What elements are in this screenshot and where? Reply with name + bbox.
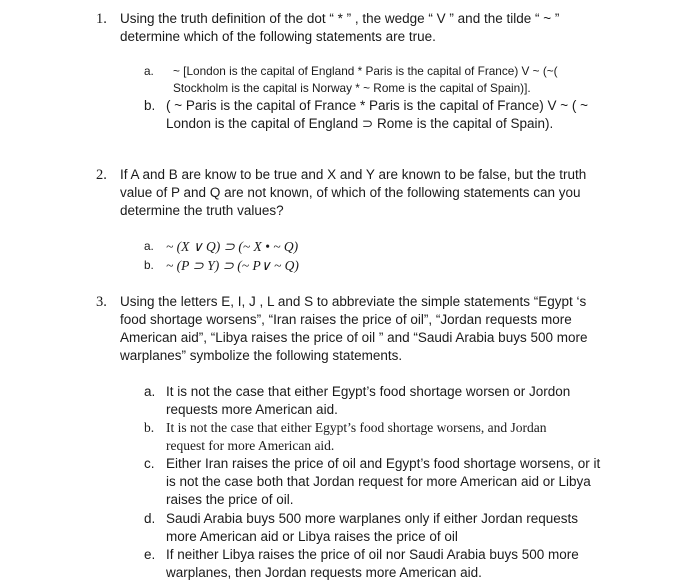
item-letter: b. — [144, 420, 155, 435]
item-text — [166, 97, 588, 133]
text-line: ( ~ Paris is the capital of France * Paris is the capital of France) V ~ ( ~ — [166, 98, 589, 113]
item-letter: a. — [144, 384, 156, 399]
item-text — [173, 63, 558, 97]
text-line: raises the price of oil. — [166, 492, 294, 507]
text-line: Saudi Arabia buys 500 more warplanes only if either Jordan requests — [166, 511, 578, 526]
question-text — [120, 10, 600, 46]
text-line: warplanes” symbolize the following statements. — [120, 348, 403, 363]
item-letter: c. — [144, 456, 155, 471]
text-line: value of P and Q are not known, of which of the following statements can you — [120, 185, 581, 200]
text-line: ~ [London is the capital of England * Paris is the capital of France) V ~ (~( — [173, 64, 558, 78]
item-text — [166, 419, 547, 455]
item-text — [166, 546, 579, 582]
question-number: 1. — [96, 11, 107, 27]
question-number: 3. — [96, 294, 107, 310]
text-line: If neither Libya raises the price of oil nor Saudi Arabia buys 500 more — [166, 547, 579, 562]
text-line: determine which of the following statements are true. — [120, 29, 436, 44]
text-line: If A and B are know to be true and X and Y are known to be false, but the truth — [120, 167, 587, 182]
item-letter: b. — [144, 258, 154, 272]
text-line: Using the letters E, I, J , L and S to abbreviate the simple statements “Egypt ‘s — [120, 294, 587, 309]
item-letter: b. — [144, 98, 156, 113]
item-letter: a. — [144, 64, 154, 78]
text-line: more American aid or Libya raises the price of oil — [166, 529, 458, 544]
text-line: Either Iran raises the price of oil and Egypt’s food shortage worsens, or it — [166, 456, 601, 471]
formula: ~ (P ⊃ Y) ⊃ (~ P∨ ~ Q) — [166, 258, 299, 273]
text-line: warplanes, then Jordan requests more American aid. — [166, 565, 482, 580]
text-line: request for more American aid. — [166, 438, 335, 453]
item-letter: e. — [144, 547, 156, 562]
question-number: 2. — [96, 167, 107, 183]
text-line: American aid”, “Libya raises the price of oil ” and “Saudi Arabia buys 500 more — [120, 330, 588, 345]
question-text — [120, 293, 600, 365]
text-line: London is the capital of England ⊃ Rome is the capital of Spain). — [166, 116, 554, 131]
item-letter: a. — [144, 239, 154, 253]
text-line: It is not the case that either Egypt’s food shortage worsen or Jordon — [166, 384, 571, 399]
text-line: requests more American aid. — [166, 402, 338, 417]
formula: ~ (X ∨ Q) ⊃ (~ X • ~ Q) — [166, 239, 299, 254]
question-text — [120, 166, 600, 220]
text-line: Stockholm is the capital is Norway * ~ Rome is the capital of Spain)]. — [173, 81, 531, 95]
item-letter: d. — [144, 511, 156, 526]
text-line: is not the case both that Jordan request for more American aid or Libya — [166, 474, 591, 489]
text-line: Using the truth definition of the dot “ * ” , the wedge “ V ” and the tilde “ ~ ” — [120, 11, 560, 26]
item-text — [166, 383, 570, 419]
text-line: food shortage worsens”, “Iran raises the price of oil”, “Jordan requests more — [120, 312, 572, 327]
text-line: It is not the case that either Egypt’s food shortage worsens, and Jordan — [166, 420, 547, 435]
item-text — [166, 510, 578, 546]
item-text — [166, 455, 600, 509]
text-line: determine the truth values? — [120, 203, 284, 218]
